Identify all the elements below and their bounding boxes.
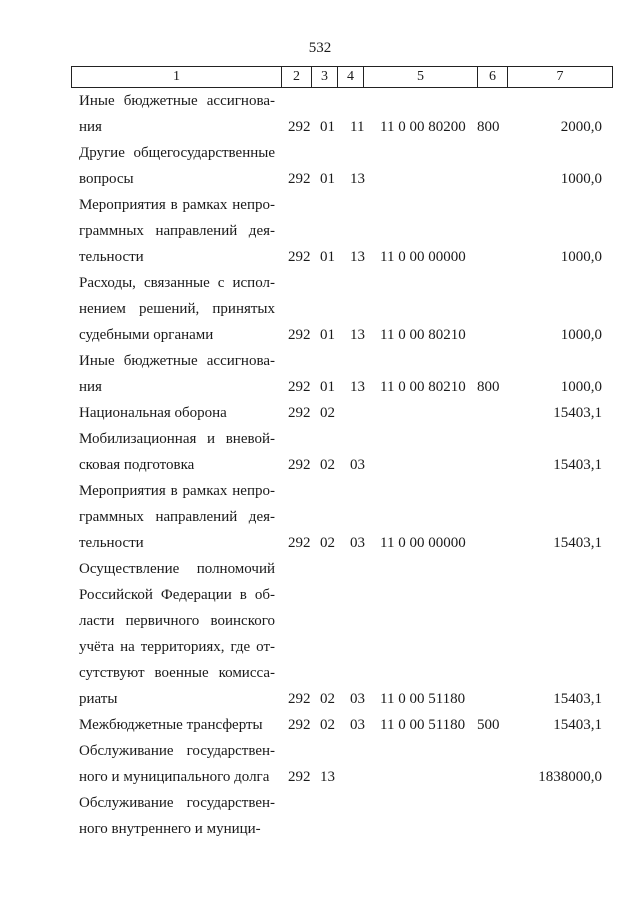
cell-col-7: 1000,0	[560, 379, 602, 395]
cell-col-2: 292	[288, 535, 311, 551]
table-row	[0, 478, 640, 556]
cell-col-5: 11 0 00 00000	[380, 249, 466, 265]
table-row	[0, 712, 640, 738]
cell-col-7: 15403,1	[553, 457, 602, 473]
cell-col-6: 500	[477, 717, 500, 733]
cell-col-7: 2000,0	[560, 119, 602, 135]
cell-col-7: 1000,0	[560, 327, 602, 343]
budget-table-body	[0, 88, 640, 842]
table-row	[0, 140, 640, 192]
row-description-line: ния	[79, 379, 102, 395]
cell-col-3: 01	[320, 379, 335, 395]
cell-col-4: 13	[350, 379, 365, 395]
page-number: 532	[308, 40, 332, 56]
column-header-cell: 7	[508, 67, 613, 88]
cell-col-3: 01	[320, 171, 335, 187]
cell-col-3: 02	[320, 691, 335, 707]
cell-col-7: 1000,0	[560, 249, 602, 265]
table-row	[0, 400, 640, 426]
cell-col-4: 13	[350, 171, 365, 187]
column-header-cell: 3	[312, 67, 338, 88]
table-row	[0, 556, 640, 712]
column-header-cell: 2	[282, 67, 312, 88]
row-description-line: судебными органами	[79, 327, 214, 343]
cell-col-3: 13	[320, 769, 335, 785]
cell-col-7: 15403,1	[553, 717, 602, 733]
cell-col-4: 03	[350, 535, 365, 551]
cell-col-7: 15403,1	[553, 535, 602, 551]
row-description-line: Мобилизационная и вневой-	[79, 431, 275, 447]
row-description-line: Обслуживание государствен-	[79, 743, 275, 759]
row-description-line: Мероприятия в рамках непро-	[79, 483, 275, 499]
row-description-line: ния	[79, 119, 102, 135]
cell-col-6: 800	[477, 119, 500, 135]
row-description-line: граммных направлений дея-	[79, 509, 275, 525]
row-description-line: Иные бюджетные ассигнова-	[79, 93, 275, 109]
table-row	[0, 348, 640, 400]
column-header-cell: 6	[478, 67, 508, 88]
cell-col-4: 13	[350, 249, 365, 265]
column-header-row	[72, 67, 613, 88]
cell-col-2: 292	[288, 691, 311, 707]
cell-col-7: 1000,0	[560, 171, 602, 187]
row-description-line: Обслуживание государствен-	[79, 795, 275, 811]
row-description-line: тельности	[79, 535, 144, 551]
column-header-cell: 5	[364, 67, 478, 88]
table-row	[0, 426, 640, 478]
table-row	[0, 192, 640, 270]
cell-col-4: 03	[350, 717, 365, 733]
row-description-line: нением решений, принятых	[79, 301, 275, 317]
row-description-line: Другие общегосударственные	[79, 145, 275, 161]
row-description-line: Национальная оборона	[79, 405, 227, 421]
cell-col-2: 292	[288, 379, 311, 395]
row-description-line: риаты	[79, 691, 118, 707]
row-description-line: Расходы, связанные с испол-	[79, 275, 275, 291]
cell-col-2: 292	[288, 171, 311, 187]
row-description-line: Осуществление полномочий	[79, 561, 275, 577]
cell-col-4: 11	[350, 119, 365, 135]
cell-col-7: 15403,1	[553, 691, 602, 707]
cell-col-5: 11 0 00 51180	[380, 717, 466, 733]
cell-col-7: 1838000,0	[538, 769, 602, 785]
cell-col-3: 01	[320, 119, 335, 135]
column-header-cell: 4	[338, 67, 364, 88]
cell-col-5: 11 0 00 51180	[380, 691, 466, 707]
row-description-line: ласти первичного воинского	[79, 613, 275, 629]
cell-col-3: 02	[320, 717, 335, 733]
cell-col-5: 11 0 00 00000	[380, 535, 466, 551]
row-description-line: сутствуют военные комисса-	[79, 665, 275, 681]
column-header-table	[71, 66, 613, 88]
cell-col-2: 292	[288, 457, 311, 473]
cell-col-3: 02	[320, 457, 335, 473]
table-row	[0, 790, 640, 842]
cell-col-2: 292	[288, 405, 311, 421]
cell-col-3: 02	[320, 535, 335, 551]
table-row	[0, 738, 640, 790]
cell-col-5: 11 0 00 80210	[380, 379, 466, 395]
cell-col-2: 292	[288, 717, 311, 733]
cell-col-3: 01	[320, 249, 335, 265]
table-row	[0, 270, 640, 348]
row-description-line: Иные бюджетные ассигнова-	[79, 353, 275, 369]
cell-col-3: 01	[320, 327, 335, 343]
row-description-line: граммных направлений дея-	[79, 223, 275, 239]
row-description-line: ного внутреннего и муници-	[79, 821, 261, 837]
row-description-line: Мероприятия в рамках непро-	[79, 197, 275, 213]
cell-col-3: 02	[320, 405, 335, 421]
cell-col-2: 292	[288, 769, 311, 785]
cell-col-2: 292	[288, 119, 311, 135]
cell-col-5: 11 0 00 80210	[380, 327, 466, 343]
row-description-line: сковая подготовка	[79, 457, 195, 473]
row-description-line: вопросы	[79, 171, 134, 187]
cell-col-4: 03	[350, 457, 365, 473]
cell-col-5: 11 0 00 80200	[380, 119, 466, 135]
row-description-line: тельности	[79, 249, 144, 265]
cell-col-2: 292	[288, 327, 311, 343]
row-description-line: учёта на территориях, где от-	[79, 639, 275, 655]
row-description-line: ного и муниципального долга	[79, 769, 270, 785]
column-header-cell: 1	[72, 67, 282, 88]
row-description-line: Российской Федерации в об-	[79, 587, 275, 603]
cell-col-6: 800	[477, 379, 500, 395]
cell-col-4: 03	[350, 691, 365, 707]
cell-col-7: 15403,1	[553, 405, 602, 421]
cell-col-4: 13	[350, 327, 365, 343]
row-description-line: Межбюджетные трансферты	[79, 717, 263, 733]
table-row	[0, 88, 640, 140]
cell-col-2: 292	[288, 249, 311, 265]
